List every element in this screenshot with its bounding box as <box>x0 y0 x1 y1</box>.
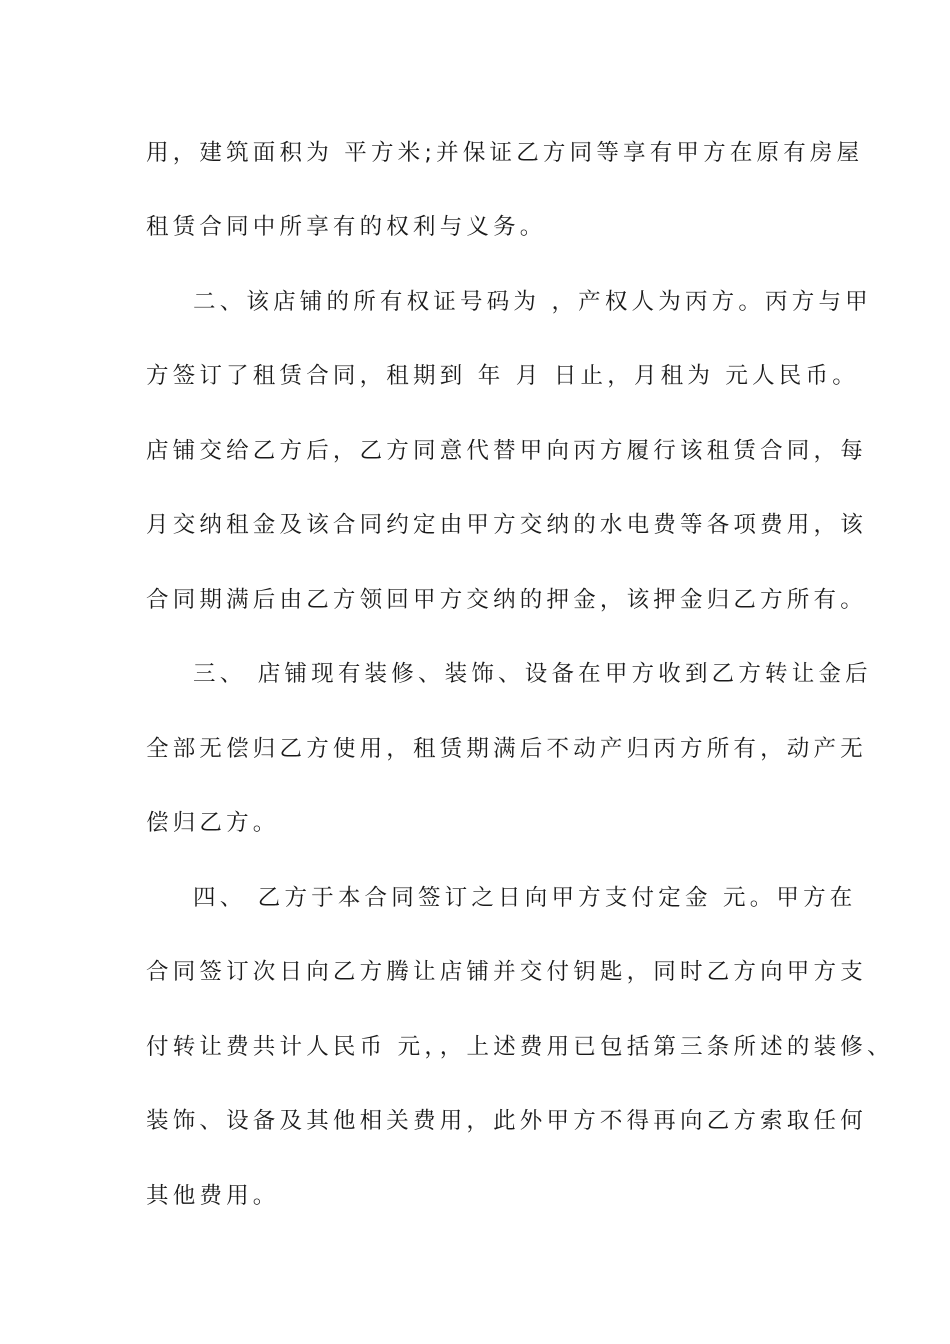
text-line: 装饰、设备及其他相关费用，此外甲方不得再向乙方索取任何 <box>146 1108 867 1134</box>
paragraph-2-start: 二、该店铺的所有权证号码为 ，产权人为丙方。丙方与甲 <box>193 289 872 315</box>
text-line: 合同期满后由乙方领回甲方交纳的押金，该押金归乙方所有。 <box>146 587 867 613</box>
text-line: 合同签订次日向乙方腾让店铺并交付钥匙，同时乙方向甲方支 <box>146 959 867 985</box>
text-line: 店铺交给乙方后，乙方同意代替甲向丙方履行该租赁合同，每 <box>146 438 867 464</box>
text-line: 偿归乙方。 <box>146 810 280 836</box>
text-line: 租赁合同中所享有的权利与义务。 <box>146 214 547 240</box>
text-line: 月交纳租金及该合同约定由甲方交纳的水电费等各项费用，该 <box>146 512 867 538</box>
paragraph-4-start: 四、 乙方于本合同签订之日向甲方支付定金 元。甲方在 <box>193 885 857 911</box>
paragraph-3-start: 三、 店铺现有装修、装饰、设备在甲方收到乙方转让金后 <box>193 661 872 687</box>
text-line: 全部无偿归乙方使用，租赁期满后不动产归丙方所有，动产无 <box>146 736 867 762</box>
text-line: 方签订了租赁合同，租期到 年 月 日止，月租为 元人民币。 <box>146 363 859 389</box>
text-line: 用，建筑面积为 平方米;并保证乙方同等享有甲方在原有房屋 <box>146 140 864 166</box>
text-line: 其他费用。 <box>146 1183 280 1209</box>
text-line: 付转让费共计人民币 元，，上述费用已包括第三条所述的装修、 <box>146 1034 894 1060</box>
